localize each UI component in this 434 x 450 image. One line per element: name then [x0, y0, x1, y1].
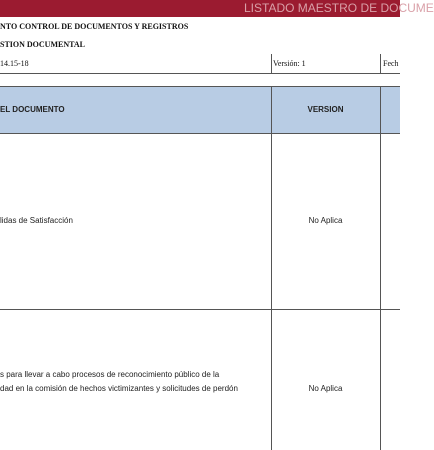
document-name-line-2: dad en la comisión de hechos victimizantes y solicitudes de perdón	[0, 384, 238, 393]
column-divider	[271, 86, 272, 450]
table-row	[0, 133, 400, 310]
divider	[380, 54, 381, 73]
document-title: LISTADO MAESTRO DE DOCUME	[244, 1, 434, 15]
document-version: Versión: 1	[273, 59, 306, 68]
column-header-name: EL DOCUMENTO	[0, 105, 65, 114]
process-row	[0, 36, 400, 55]
column-divider	[380, 86, 381, 450]
document-code: 14.15-18	[0, 59, 29, 68]
process-name: STION DOCUMENTAL	[0, 40, 85, 49]
document-title-banner	[0, 0, 434, 17]
table-header	[0, 86, 400, 134]
document-version-value: No Aplica	[308, 384, 343, 393]
code-version-row	[0, 54, 400, 74]
date-label: Fech	[383, 59, 399, 68]
divider	[271, 54, 272, 73]
table-row	[0, 310, 400, 450]
column-header-version: VERSION	[307, 105, 344, 114]
procedure-name: NTO CONTROL DE DOCUMENTOS Y REGISTROS	[0, 22, 189, 31]
document-name-line-1: s para llevar a cabo procesos de reconocimiento público de la	[0, 370, 220, 379]
document-version-value: No Aplica	[308, 216, 343, 225]
document-name: lidas de Satisfacción	[0, 216, 73, 225]
procedure-row	[0, 18, 400, 37]
